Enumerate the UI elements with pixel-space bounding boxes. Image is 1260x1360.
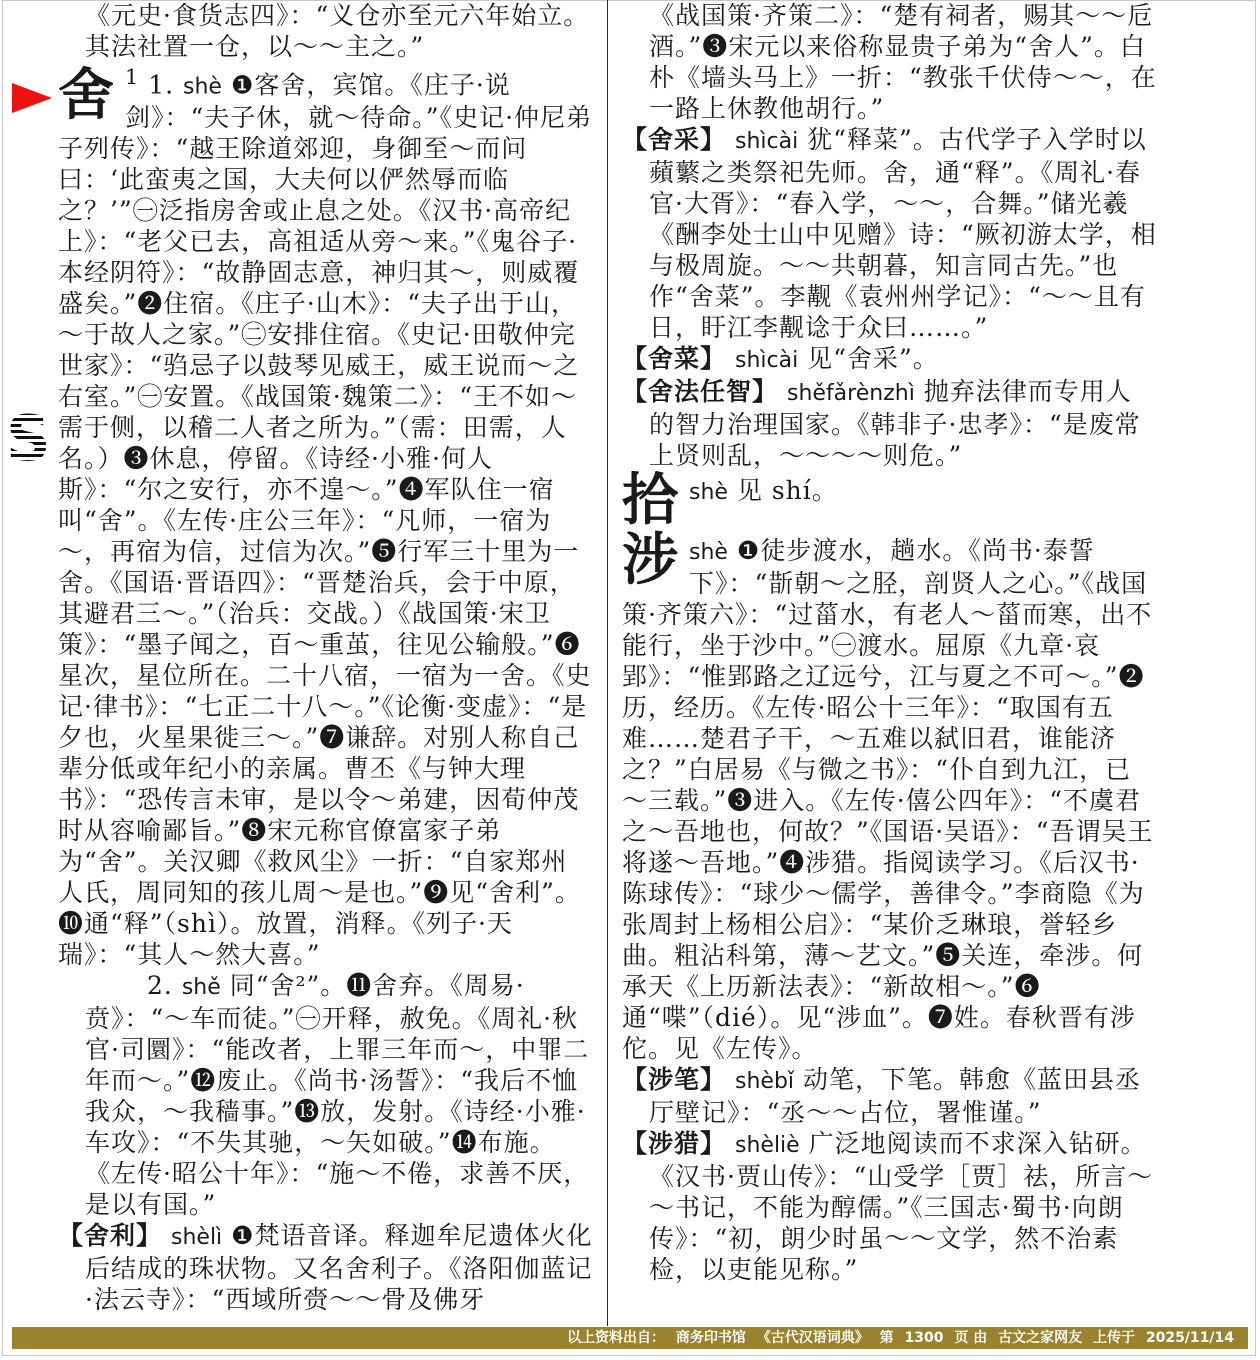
footer-page-suffix: 页 由: [954, 1330, 988, 1346]
headword-she: 舍: [58, 63, 115, 128]
sense-she-shi: [622, 471, 1157, 508]
definition-text: 广泛地阅读而不求深入钻研。《汉书·贾山传》：“山受学［贾］祛，所言～～书记，不能为醇儒。”《三国志·蜀书·向朗传》：“初，朗少时虽～～文学，然不治素检，以吏能见称。”: [649, 1129, 1154, 1284]
definition-text: 见“舍采”。: [807, 344, 939, 373]
right-column: [622, 0, 1157, 1326]
definition-text: 见 shí。: [736, 476, 838, 505]
compound-close-bracket: 】: [752, 377, 779, 406]
entry-she-she: [622, 528, 1157, 1064]
definition-text: 同“舍²”。⓫舍弃。《周易·贲》：“～车而徒。”㊀开释，赦免。《周礼·秋官·司圜》：“能改者，上罪三年而～，中罪二年而～。”⓬废止。《尚书·汤誓》：“我后不恤我众，～我穑事。”⓭放，发射。《诗经·小雅·车攻》：“不失其驰，～矢如破。”⓮布施。《左传·昭公十年》：“施～不倦，求善不厌，是以有国。”: [85, 971, 590, 1220]
headword-she-shi: 拾: [622, 471, 679, 531]
footer-source-prefix: 以上资料出自：: [567, 1330, 665, 1346]
entry-shefarenzhi: [622, 376, 1157, 471]
entry-shebi: [622, 1064, 1157, 1128]
definition-text: 动笔，下笔。韩愈《蓝田县丞厅壁记》：“丞～～占位，署惟谨。”: [649, 1065, 1141, 1127]
compound-headword: 涉猎: [648, 1129, 701, 1158]
definition-text: ❶徒步渡水，趟水。《尚书·泰誓下》：“斮朝～之胫，剖贤人之心。”《战国策·齐策六》：“过菑水，有老人～菑而寒，出不能行，坐于沙中。”㊀渡水。屈原《九章·哀郢》：“惟郢路之辽远兮，江与夏之不可～。”❷历，经历。《左传·昭公十三年》：“取国有五难……楚君子干，～五难以弑旧君，谁能济之？”白居易《与微之书》：“仆自到九江，已～三载。”❸进入。《左传·僖公四年》：“不虞君之～吾地也，何故？”《国语·吴语》：“吾谓吴王将遂～吾地。”❹涉猎。指阅读学习。《后汉书·陈球传》：“球少～儒学，善律令。”李商隐《为张周封上杨相公启》：“某价乏琳琅，誉轻乡曲。粗沾科第，薄～艺文。”❺关连，牵涉。何承天《上历新法表》：“新故相～。”❻通“喋”（dié）。见“涉血”。❼姓。春秋晋有涉佗。见《左传》。: [622, 536, 1154, 1063]
pinyin: shìcài: [735, 129, 799, 154]
footer-book-title: 《古代汉语词典》: [756, 1330, 869, 1346]
sense-she-2: [58, 970, 593, 1220]
pinyin: shèbǐ: [735, 1069, 795, 1094]
sense-she-wade: [622, 528, 1157, 1064]
compound-headword: 舍法任智: [648, 377, 753, 406]
pinyin: shè: [183, 74, 222, 100]
entry-she-shi: [622, 471, 1157, 531]
compound-headword: 舍采: [648, 125, 701, 154]
definition-text: 犹“释菜”。古代学子入学时以蘋蘩之类祭祀先师。舍，通“释”。《周礼·春官·大胥》：“春入学，～～，合舞。”储光羲《酬李处士山中见赠》诗：“厥初游太学，相与极周旋。～～共朝暮，知言同古先。”也作“舍菜”。李觏《袁州州学记》：“～～且有日，盱江李觏谂于众曰……。”: [649, 125, 1157, 342]
pinyin: shìcài: [735, 348, 799, 373]
pinyin: shè: [689, 480, 728, 505]
definition-text: ❶客舍，宾馆。《庄子·说剑》：“夫子休，就～待命。”《史记·仲尼弟子列传》：“越王除道郊迎，身御至～而问曰：‘此蛮夷之国，大夫何以俨然辱而临之？’”㊀泛指房舍或止息之处。《汉书·高帝纪上》：“老父已去，高祖适从旁～来。”《鬼谷子·本经阴符》：“故静固志意，神归其～，则威覆盛矣。”❷住宿。《庄子·山木》：“夫子出于山，～于故人之家。”㊁安排住宿。《史记·田敬仲完世家》：“驺忌子以鼓琴见威王，威王说而～之右室。”㊀安置。《战国策·魏策二》：“王不如～需于侧，以稽二人者之所为。”（需：田需，人名。）❸休息，停留。《诗经·小雅·何人斯》：“尔之安行，亦不遑～。”❹军队住一宿叫“舍”。《左传·庄公三年》：“凡师，一宿为～，再宿为信，过信为次。”❺行军三十里为一舍。《国语·晋语四》：“晋楚治兵，会于中原，其避君三～。”（治兵：交战。）《战国策·宋卫策》：“墨子闻之，百～重茧，往见公输般。”❻星次，星位所在。二十八宿，一宿为一舍。《史记·律书》：“七正二十八～。”《论衡·变虚》：“是夕也，火星果徙三～。”❼谦辞。对别人称自己辈分低或年纪小的亲属。曹丕《与钟大理书》：“恐传言未审，是以令～弟建，因荀仲茂时从容喻鄙旨。”❽宋元称官僚富家子弟为“舍”。关汉卿《救风尘》一折：“自家郑州人氏，周同知的孩儿周～是也。”❾见“舍利”。❿通“释”（shì）。放置，消释。《列子·天瑞》：“其人～然大喜。”: [58, 70, 593, 970]
compound-close-bracket: 】: [700, 344, 727, 373]
footer-publisher: 商务印书馆: [675, 1330, 746, 1346]
left-column: [58, 0, 593, 1326]
entry-shecai: [622, 124, 1157, 343]
definition-text: 抛弃法律而专用人的智力治理国家。《韩非子·忠孝》：“是废常上贤则乱，～～～～则危。”: [649, 377, 1141, 470]
compound-close-bracket: 】: [136, 1221, 163, 1251]
entry-shecai-2: [622, 343, 1157, 376]
footer-uploader: 古文之家网友: [998, 1330, 1083, 1346]
sense-she-1: [58, 62, 593, 970]
homograph-number: 1: [125, 65, 140, 89]
compound-close-bracket: 】: [700, 125, 727, 154]
sense-label: 2.: [147, 971, 173, 1001]
footer-date: 2025/11/14: [1145, 1330, 1234, 1346]
compound-headword: 舍利: [84, 1221, 137, 1251]
compound-open-bracket: 【: [622, 344, 649, 373]
compound-close-bracket: 】: [700, 1129, 727, 1158]
column-divider: [607, 0, 608, 1326]
compound-close-bracket: 】: [700, 1065, 727, 1094]
entry-sheli: [58, 1220, 593, 1315]
footer-page-prefix: 第: [879, 1330, 894, 1346]
footer-page-number: 1300: [904, 1330, 944, 1346]
continued-text-top-left: 《元史·食货志四》：“义仓亦至元六年始立。其法社置一仓，以～～主之。”: [85, 1, 590, 61]
compound-open-bracket: 【: [622, 125, 649, 154]
pinyin: shèlì: [171, 1225, 223, 1251]
pinyin: shè: [689, 540, 728, 565]
compound-open-bracket: 【: [622, 377, 649, 406]
pinyin: shě: [181, 975, 221, 1001]
red-arrow-pointer-icon: [12, 83, 52, 113]
definition-text: ❶梵语音译。释迦牟尼遗体火化后结成的珠状物。又名舍利子。《洛阳伽蓝记·法云寺》：“西域所赍～～骨及佛牙: [85, 1221, 593, 1315]
source-footer-bar: [12, 1327, 1248, 1349]
compound-headword: 涉笔: [648, 1065, 701, 1094]
entry-shelie: [622, 1128, 1157, 1285]
section-thumb-tab-s: S: [6, 402, 51, 475]
footer-uploaded-label: 上传于: [1092, 1330, 1135, 1346]
pinyin: shěfǎrènzhì: [787, 381, 915, 406]
compound-open-bracket: 【: [58, 1221, 85, 1251]
compound-open-bracket: 【: [622, 1065, 649, 1094]
headword-she-wade: 涉: [622, 528, 679, 593]
compound-headword: 舍菜: [648, 344, 701, 373]
compound-open-bracket: 【: [622, 1129, 649, 1158]
sense-label: 1.: [148, 70, 175, 100]
continued-text-top-right: 《战国策·齐策二》：“楚有祠者，赐其～～卮酒。”❸宋元以来俗称显贵子弟为“舍人”。白朴《墙头马上》一折：“教张千伏侍～～，在一路上休教他胡行。”: [649, 1, 1157, 123]
pinyin: shèliè: [735, 1133, 800, 1158]
entry-she-1: [58, 62, 593, 1220]
